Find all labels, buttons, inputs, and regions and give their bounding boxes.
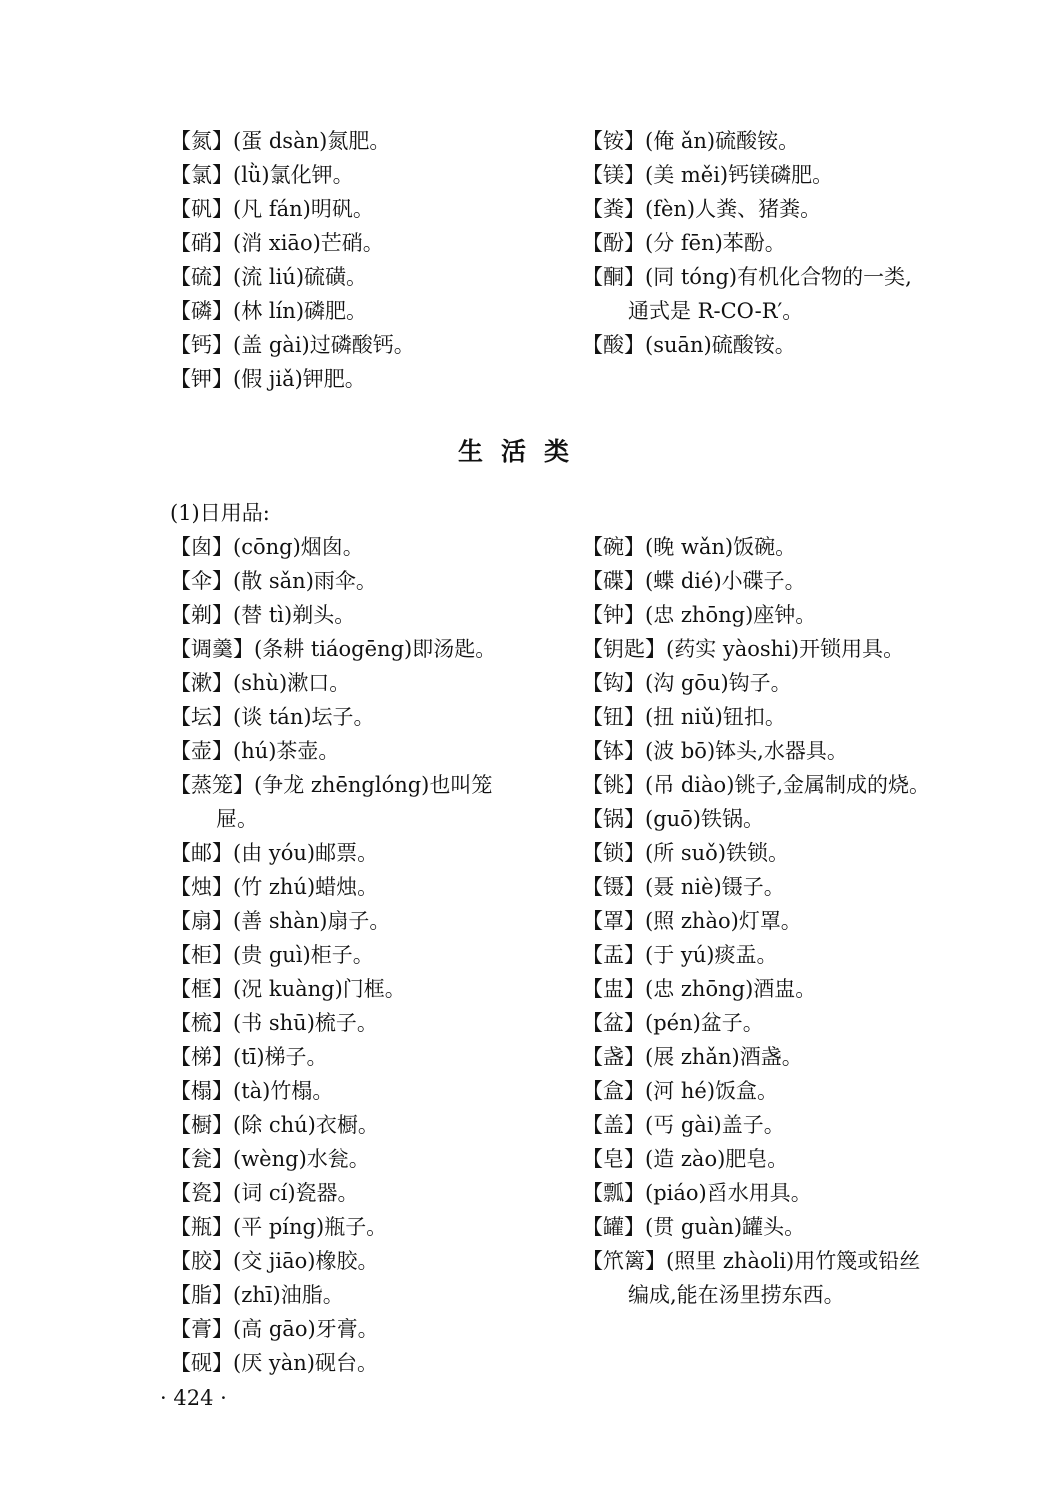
dictionary-entry: 【盖】(丐 gài)盖子。	[582, 1113, 785, 1137]
dictionary-entry: 【矾】(凡 fán)明矾。	[170, 197, 374, 221]
dictionary-entry: 【砚】(厌 yàn)砚台。	[170, 1351, 378, 1375]
dictionary-entry: 【镁】(美 měi)钙镁磷肥。	[582, 163, 834, 187]
dictionary-entry: 【氮】(蛋 dsàn)氮肥。	[170, 129, 391, 153]
dictionary-entry: 【脂】(zhī)油脂。	[170, 1283, 344, 1307]
dictionary-entry: 【调羹】(条耕 tiáogēng)即汤匙。	[170, 637, 497, 661]
dictionary-entry: 【钩】(沟 gōu)钩子。	[582, 671, 792, 695]
section-heading: 生活类	[457, 437, 587, 466]
dictionary-entry: 【剃】(替 tì)剃头。	[170, 603, 356, 627]
dictionary-entry: 【梯】(tī)梯子。	[170, 1045, 328, 1069]
dictionary-entry: 【橱】(除 chú)衣橱。	[170, 1113, 379, 1137]
dictionary-entry: 【盒】(河 hé)饭盒。	[582, 1079, 779, 1103]
dictionary-entry: 【盏】(展 zhǎn)酒盏。	[582, 1045, 803, 1069]
dictionary-entry: 【钮】(扭 niǔ)钮扣。	[582, 705, 786, 729]
dictionary-entry: 【罐】(贯 guàn)罐头。	[582, 1215, 806, 1239]
dictionary-entry: 【盂】(于 yú)痰盂。	[582, 943, 778, 967]
dictionary-entry: 【酚】(分 fēn)苯酚。	[582, 231, 786, 255]
dictionary-entry: 【锁】(所 suǒ)铁锁。	[582, 841, 790, 865]
dictionary-entry: 【钙】(盖 gài)过磷酸钙。	[170, 333, 415, 357]
dictionary-entry: 【粪】(fèn)人粪、猪粪。	[582, 197, 822, 221]
dictionary-entry: 【碟】(蝶 dié)小碟子。	[582, 569, 806, 593]
dictionary-entry: 【磷】(林 lín)磷肥。	[170, 299, 368, 323]
dictionary-entry: 【框】(况 kuàng)门框。	[170, 977, 406, 1001]
dictionary-entry: 【钥匙】(药实 yàoshi)开锁用具。	[582, 637, 905, 661]
dictionary-entry: 【铫】(吊 diào)铫子,金属制成的烧。	[582, 773, 931, 797]
dictionary-entry: 【瓶】(平 píng)瓶子。	[170, 1215, 388, 1239]
dictionary-entry: 【瓮】(wèng)水瓮。	[170, 1147, 370, 1171]
dictionary-entry: 【梳】(书 shū)梳子。	[170, 1011, 378, 1035]
dictionary-entry: 【皂】(造 zào)肥皂。	[582, 1147, 789, 1171]
dictionary-entry: 【柜】(贵 guì)柜子。	[170, 943, 374, 967]
dictionary-entry: 【坛】(谈 tán)坛子。	[170, 705, 375, 729]
dictionary-entry: 【酮】(同 tóng)有机化合物的一类,通式是 R-CO-R′。	[582, 265, 912, 323]
dictionary-entry: 【蒸笼】(争龙 zhēnglóng)也叫笼屉。	[170, 773, 493, 831]
dictionary-entry: 【瓷】(词 cí)瓷器。	[170, 1181, 359, 1205]
top-right-column	[582, 124, 932, 362]
top-left-column	[170, 124, 520, 396]
dictionary-entry: 【硫】(流 liú)硫磺。	[170, 265, 368, 289]
dictionary-entry: 【瓢】(piáo)舀水用具。	[582, 1181, 812, 1205]
dictionary-entry: 【邮】(由 yóu)邮票。	[170, 841, 379, 865]
dictionary-entry: 【硝】(消 xiāo)芒硝。	[170, 231, 384, 255]
dictionary-entry: 【铵】(俺 ǎn)硫酸铵。	[582, 129, 800, 153]
dictionary-entry: 【盆】(pén)盆子。	[582, 1011, 764, 1035]
dictionary-entry: 【酸】(suān)硫酸铵。	[582, 333, 796, 357]
dictionary-entry: 【烛】(竹 zhú)蜡烛。	[170, 875, 379, 899]
dictionary-entry: 【笊篱】(照里 zhàoli)用竹篾或铅丝编成,能在汤里捞东西。	[582, 1249, 921, 1307]
dictionary-entry: 【榻】(tà)竹榻。	[170, 1079, 334, 1103]
dictionary-entry: 【扇】(善 shàn)扇子。	[170, 909, 391, 933]
main-right-column	[582, 530, 932, 1312]
dictionary-entry: 【盅】(忠 zhōng)酒盅。	[582, 977, 817, 1001]
dictionary-entry: 【壶】(hú)茶壶。	[170, 739, 340, 763]
main-left-column	[170, 496, 520, 1380]
dictionary-entry: 【囱】(cōng)烟囱。	[170, 535, 364, 559]
subheading: (1)日用品:	[170, 501, 270, 525]
dictionary-entry: 【碗】(晚 wǎn)饭碗。	[582, 535, 797, 559]
dictionary-entry: 【钵】(波 bō)钵头,水器具。	[582, 739, 848, 763]
dictionary-entry: 【镊】(聂 niè)镊子。	[582, 875, 785, 899]
dictionary-entry: 【胶】(交 jiāo)橡胶。	[170, 1249, 379, 1273]
dictionary-entry: 【钟】(忠 zhōng)座钟。	[582, 603, 817, 627]
dictionary-entry: 【钾】(假 jiǎ)钾肥。	[170, 367, 366, 391]
page-number: · 424 ·	[160, 1386, 227, 1410]
dictionary-entry: 【膏】(高 gāo)牙膏。	[170, 1317, 379, 1341]
dictionary-entry: 【氯】(lǜ)氯化钾。	[170, 163, 354, 187]
dictionary-entry: 【罩】(照 zhào)灯罩。	[582, 909, 802, 933]
dictionary-entry: 【锅】(guō)铁锅。	[582, 807, 764, 831]
dictionary-entry: 【漱】(shù)漱口。	[170, 671, 351, 695]
dictionary-entry: 【伞】(散 sǎn)雨伞。	[170, 569, 377, 593]
